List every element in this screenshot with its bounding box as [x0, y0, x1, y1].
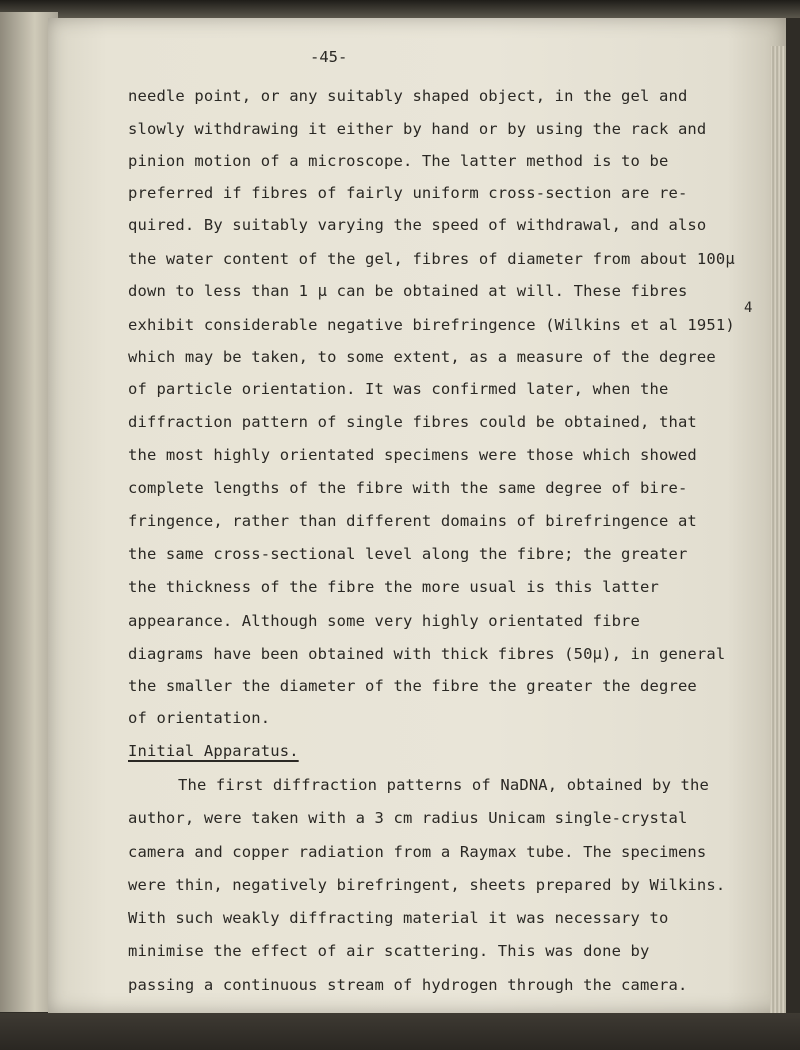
- text-line: the water content of the gel, fibres of diameter from about 100μ: [128, 250, 735, 268]
- text-line: down to less than 1 μ can be obtained at will. These fibres: [128, 282, 688, 300]
- text-line: were thin, negatively birefringent, sheets prepared by Wilkins.: [128, 876, 726, 894]
- text-line: With such weakly diffracting material it was necessary to: [128, 909, 669, 927]
- reference-superscript: 4: [744, 300, 753, 316]
- text-line: appearance. Although some very highly orientated fibre: [128, 612, 641, 630]
- stacked-page-edges: [770, 46, 786, 1031]
- text-line: passing a continuous stream of hydrogen through the camera.: [128, 976, 688, 994]
- text-line: slowly withdrawing it either by hand or by using the rack and: [128, 120, 707, 138]
- page-number: -45-: [310, 48, 348, 66]
- top-shadow: [0, 0, 800, 18]
- text-line: fringence, rather than different domains of birefringence at: [128, 512, 697, 530]
- text-line: quired. By suitably varying the speed of withdrawal, and also: [128, 216, 707, 234]
- text-line: which may be taken, to some extent, as a measure of the degree: [128, 348, 716, 366]
- text-line: diffraction pattern of single fibres could be obtained, that: [128, 413, 697, 431]
- text-line: pinion motion of a microscope. The latter method is to be: [128, 152, 669, 170]
- text-line: camera and copper radiation from a Raymax tube. The specimens: [128, 843, 707, 861]
- text-line: The first diffraction patterns of NaDNA, obtained by the: [178, 776, 709, 794]
- text-line: diagrams have been obtained with thick fibres (50μ), in general: [128, 645, 726, 663]
- text-line: minimise the effect of air scattering. This was done by: [128, 942, 650, 960]
- text-line: preferred if fibres of fairly uniform cross-section are re-: [128, 184, 688, 202]
- text-line: complete lengths of the fibre with the same degree of bire-: [128, 479, 688, 497]
- text-line: needle point, or any suitably shaped object, in the gel and: [128, 87, 688, 105]
- text-line: exhibit considerable negative birefringence (Wilkins et al 1951): [128, 316, 735, 334]
- text-line: of orientation.: [128, 709, 271, 727]
- text-line: the same cross-sectional level along the fibre; the greater: [128, 545, 688, 563]
- section-heading: Initial Apparatus.: [128, 742, 299, 760]
- text-line: the most highly orientated specimens were those which showed: [128, 446, 697, 464]
- text-line: the smaller the diameter of the fibre the greater the degree: [128, 677, 697, 695]
- text-line: author, were taken with a 3 cm radius Unicam single-crystal: [128, 809, 688, 827]
- bottom-edge: [0, 1013, 800, 1050]
- text-line: the thickness of the fibre the more usual is this latter: [128, 578, 659, 596]
- text-line: of particle orientation. It was confirmed later, when the: [128, 380, 669, 398]
